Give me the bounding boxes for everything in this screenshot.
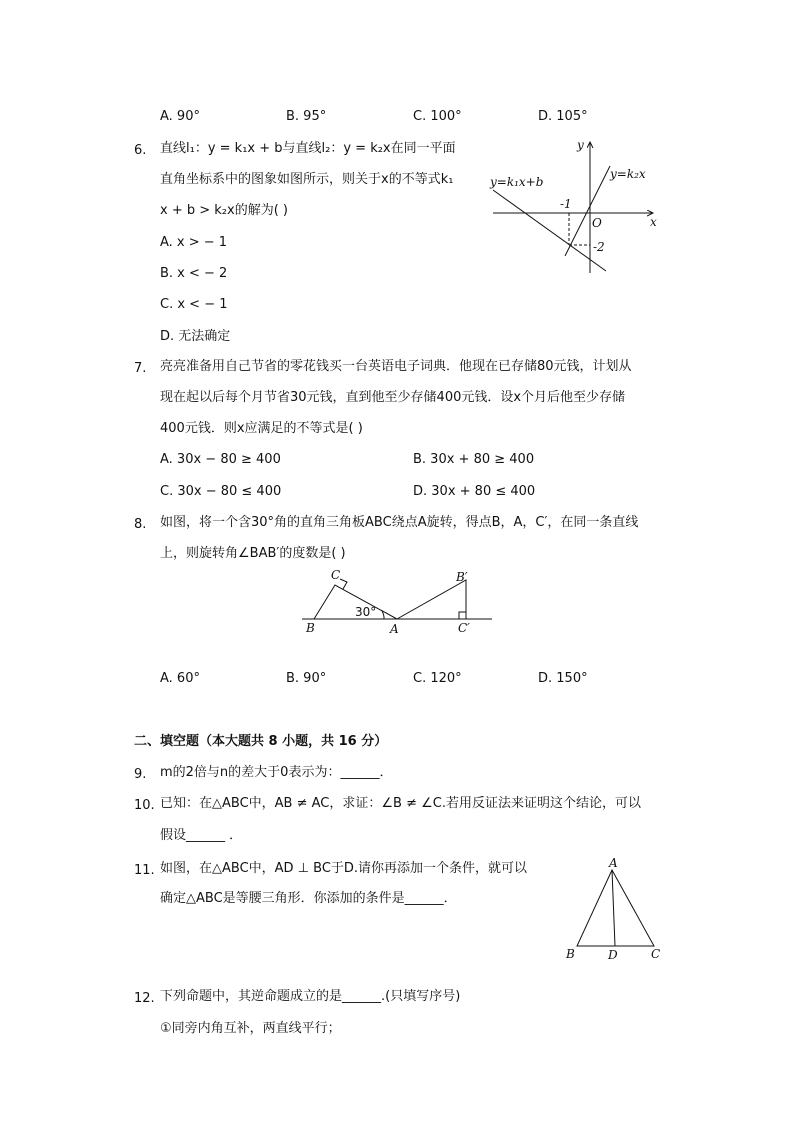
label-angle: 30°	[355, 605, 377, 619]
q12-text-line1: 下列命题中，其逆命题成立的是______.(只填写序号)	[160, 989, 461, 1004]
label-l1: y=k₁x+b	[490, 175, 544, 189]
right-angle-cp	[459, 612, 466, 619]
label-neg2: -2	[593, 240, 605, 254]
q7-text-line2: 现在起以后每个月节省30元钱，直到他至少存储400元钱．设x个月后他至少存储	[160, 390, 626, 405]
q6-text-line1: 直线l₁：y = k₁x + b与直线l₂：y = k₂x在同一平面	[160, 141, 456, 156]
q11-number: 11.	[134, 863, 155, 878]
label-a: A	[390, 622, 399, 636]
label-y: y	[577, 138, 584, 152]
q8-text-line1: 如图，将一个含30°角的直角三角板ABC绕点A旋转，得点B，A，C′，在同一条直线	[160, 515, 639, 530]
label-b: B	[566, 947, 575, 961]
q6-option-b: B. x < − 2	[160, 266, 228, 281]
label-bp: B′	[456, 570, 468, 584]
line-l1	[493, 190, 606, 271]
q8-option-c: C. 120°	[413, 671, 462, 686]
q6-option-c: C. x < − 1	[160, 297, 228, 312]
q8-text-line2: 上，则旋转角∠BAB′的度数是( )	[160, 546, 346, 561]
label-l2: y=k₂x	[610, 167, 646, 181]
q5-option-b: B. 95°	[286, 109, 327, 124]
q6-text-line3: x + b > k₂x的解为( )	[160, 203, 288, 218]
q9-number: 9.	[134, 767, 147, 782]
q7-text-line3: 400元钱．则x应满足的不等式是( )	[160, 421, 363, 436]
label-neg1: -1	[560, 197, 572, 211]
q8-option-a: A. 60°	[160, 671, 200, 686]
q7-option-c: C. 30x − 80 ≤ 400	[160, 484, 282, 499]
q7-number: 7.	[134, 361, 147, 376]
label-x: x	[650, 215, 657, 229]
label-origin: O	[592, 216, 602, 230]
label-b: B	[306, 621, 315, 635]
q10-number: 10.	[134, 798, 155, 813]
q12-number: 12.	[134, 991, 155, 1006]
q7-option-b: B. 30x + 80 ≥ 400	[413, 452, 535, 467]
q8-option-d: D. 150°	[538, 671, 588, 686]
triangle-abc	[577, 870, 654, 946]
label-d: D	[608, 948, 618, 962]
q7-option-a: A. 30x − 80 ≥ 400	[160, 452, 281, 467]
q10-text-line2: 假设______ ．	[160, 828, 243, 843]
q11-text-line1: 如图，在△ABC中，AD ⊥ BC于D.请你再添加一个条件，就可以	[160, 861, 528, 876]
q5-option-a: A. 90°	[160, 109, 200, 124]
q6-option-d: D. 无法确定	[160, 329, 231, 344]
q11-text-line2: 确定△ABC是等腰三角形．你添加的条件是______．	[160, 891, 457, 906]
q6-text-line2: 直角坐标系中的图象如图所示，则关于x的不等式k₁	[160, 172, 454, 187]
q6-option-a: A. x > − 1	[160, 235, 228, 250]
q12-text-line2: ①同旁内角互补，两直线平行；	[160, 1021, 341, 1036]
altitude-ad	[612, 870, 615, 946]
label-c: C	[651, 947, 661, 961]
right-angle-c	[340, 579, 347, 589]
q7-text-line1: 亮亮准备用自己节省的零花钱买一台英语电子词典．他现在已存储80元钱，计划从	[160, 359, 632, 374]
q6-number: 6.	[134, 143, 147, 158]
q6-coordinate-figure	[488, 138, 663, 278]
q5-option-d: D. 105°	[538, 109, 588, 124]
section2-title: 二、填空题（本大题共 8 小题，共 16 分）	[134, 734, 388, 749]
q10-text-line1: 已知：在△ABC中，AB ≠ AC，求证：∠B ≠ ∠C.若用反证法来证明这个结论，可以	[160, 796, 641, 811]
triangle-ab-c	[397, 580, 466, 619]
q8-option-b: B. 90°	[286, 671, 327, 686]
label-c: C	[331, 568, 341, 582]
label-cp: C′	[458, 621, 470, 635]
q11-triangle-figure	[560, 856, 670, 966]
q9-text-line1: m的2倍与n的差大于0表示为：______．	[160, 765, 393, 780]
q8-number: 8.	[134, 517, 147, 532]
q5-option-c: C. 100°	[413, 109, 462, 124]
label-a: A	[609, 856, 618, 870]
q7-option-d: D. 30x + 80 ≤ 400	[413, 484, 536, 499]
q8-triangle-figure	[300, 566, 500, 636]
